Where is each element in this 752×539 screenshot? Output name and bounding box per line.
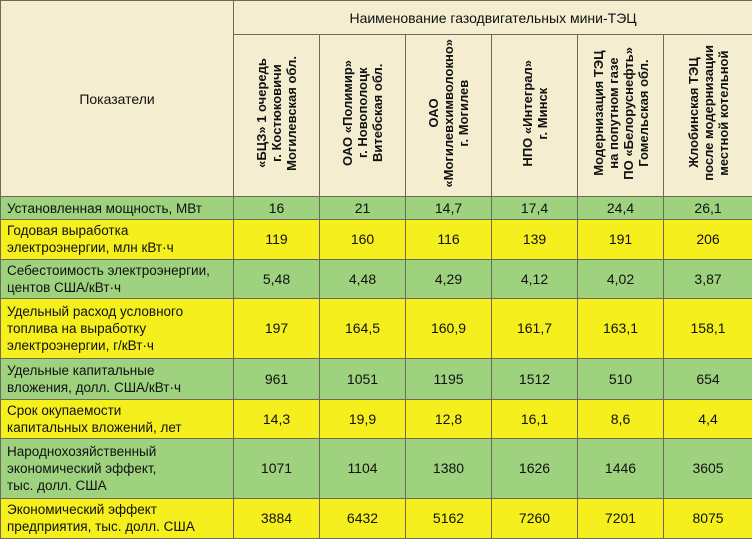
- table-cell: 3,87: [664, 259, 752, 298]
- row-label: Удельные капитальные вложения, долл. США/кВт·ч: [1, 358, 234, 399]
- table-cell: 1051: [320, 358, 406, 399]
- table-cell: 14,3: [234, 399, 320, 438]
- table-cell: 26,1: [664, 197, 752, 219]
- table-row-national-effect: [1, 439, 752, 498]
- table-row-fuel-consumption: [1, 299, 752, 358]
- column-header-text: «БЦЗ» 1 очередь г. Костюковичи Могилевская обл.: [254, 55, 299, 171]
- table-cell: 1446: [578, 439, 664, 498]
- group-title: Наименование газодвигательных мини-ТЭЦ: [234, 1, 752, 35]
- table-row-enterprise-effect: [1, 498, 752, 538]
- row-label: Годовая выработка электроэнергии, млн кВт·ч: [1, 219, 234, 259]
- table-cell: 16: [234, 197, 320, 219]
- row-label: Удельный расход условного топлива на выработку электроэнергии, г/кВт·ч: [1, 299, 234, 358]
- table-row-payback: [1, 399, 752, 438]
- table-cell: 4,4: [664, 399, 752, 438]
- table-cell: 161,7: [492, 299, 578, 358]
- table-cell: 24,4: [578, 197, 664, 219]
- table-cell: 4,48: [320, 259, 406, 298]
- table-cell: 1195: [406, 358, 492, 399]
- column-header-2: [320, 35, 406, 197]
- table-cell: 4,29: [406, 259, 492, 298]
- table-cell: 206: [664, 219, 752, 259]
- table-cell: 164,5: [320, 299, 406, 358]
- column-header-4: [492, 35, 578, 197]
- table-cell: 158,1: [664, 299, 752, 358]
- table-row-cost: [1, 259, 752, 298]
- table-cell: 139: [492, 219, 578, 259]
- table-cell: 8075: [664, 498, 752, 538]
- table-cell: 119: [234, 219, 320, 259]
- table-cell: 7260: [492, 498, 578, 538]
- table-cell: 3605: [664, 439, 752, 498]
- indicators-header: Показатели: [1, 1, 234, 197]
- table-cell: 1380: [406, 439, 492, 498]
- row-label: Установленная мощность, МВт: [1, 197, 234, 219]
- table-cell: 1071: [234, 439, 320, 498]
- table-cell: 1512: [492, 358, 578, 399]
- column-header-1: [234, 35, 320, 197]
- column-header-text: НПО «Интеграл» г. Минск: [519, 60, 550, 167]
- table-cell: 1104: [320, 439, 406, 498]
- row-label: Экономический эффект предприятия, тыс. долл. США: [1, 498, 234, 538]
- table-cell: 961: [234, 358, 320, 399]
- table-cell: 163,1: [578, 299, 664, 358]
- table-cell: 5162: [406, 498, 492, 538]
- table-cell: 12,8: [406, 399, 492, 438]
- table-cell: 6432: [320, 498, 406, 538]
- column-header-3: [406, 35, 492, 197]
- table-cell: 21: [320, 197, 406, 219]
- row-label: Себестоимость электроэнергии, центов США/кВт·ч: [1, 259, 234, 298]
- table-cell: 8,6: [578, 399, 664, 438]
- table-cell: 160,9: [406, 299, 492, 358]
- column-header-text: Модернизация ТЭЦ на попутном газе ПО «Белоруснефть» Гомельская обл.: [590, 47, 651, 180]
- table-cell: 17,4: [492, 197, 578, 219]
- table-row-installed-capacity: [1, 197, 752, 219]
- table-cell: 5,48: [234, 259, 320, 298]
- column-header-text: Жлобинская ТЭЦ после модернизации местной котельной: [685, 45, 731, 182]
- table-cell: 160: [320, 219, 406, 259]
- table-cell: 3884: [234, 498, 320, 538]
- table-cell: 7201: [578, 498, 664, 538]
- column-header-text: ОАО «Могилевхимволокно» г. Могилев: [426, 39, 471, 188]
- column-header-6: [664, 35, 752, 197]
- table-cell: 4,12: [492, 259, 578, 298]
- column-header-5: [578, 35, 664, 197]
- table-cell: 197: [234, 299, 320, 358]
- row-label: Срок окупаемости капитальных вложений, лет: [1, 399, 234, 438]
- column-header-text: ОАО «Полимир» г. Новополоцк Витебская обл.: [340, 60, 385, 167]
- table-cell: 19,9: [320, 399, 406, 438]
- row-label: Народнохозяйственный экономический эффект, тыс. долл. США: [1, 439, 234, 498]
- table-cell: 14,7: [406, 197, 492, 219]
- table-row-capital-investment: [1, 358, 752, 399]
- table-cell: 654: [664, 358, 752, 399]
- table-cell: 1626: [492, 439, 578, 498]
- table-cell: 510: [578, 358, 664, 399]
- table-cell: 116: [406, 219, 492, 259]
- table-row-annual-output: [1, 219, 752, 259]
- table-cell: 4,02: [578, 259, 664, 298]
- table-cell: 16,1: [492, 399, 578, 438]
- table-cell: 191: [578, 219, 664, 259]
